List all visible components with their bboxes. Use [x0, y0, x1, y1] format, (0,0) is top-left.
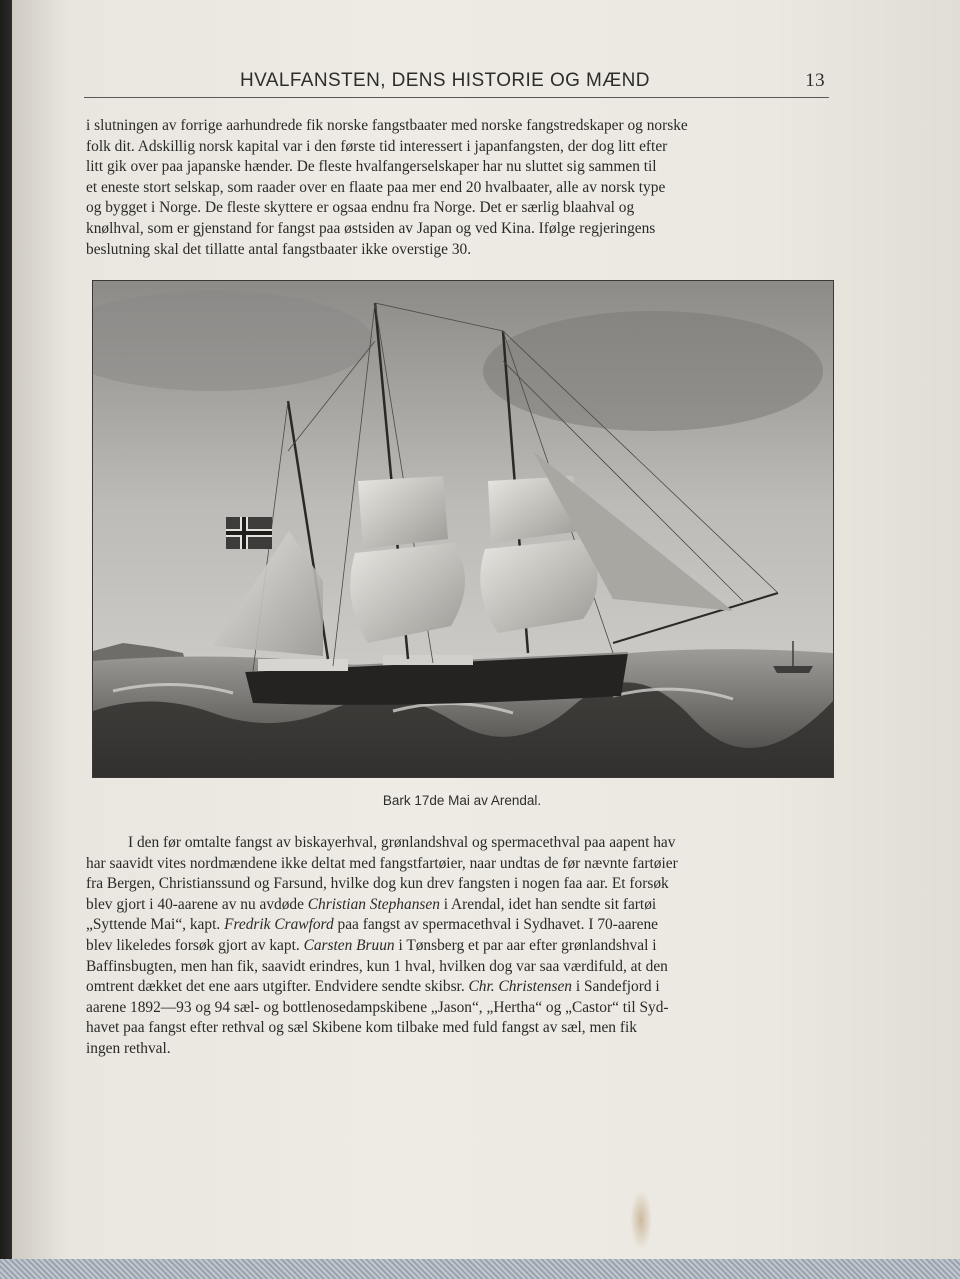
text-line	[86, 915, 848, 936]
text-line: folk dit. Adskillig norsk kapital var i den første tid interessert i japanfangsten, der dog litt efter	[86, 137, 668, 155]
text-line	[86, 895, 848, 916]
text-line: knølhval, som er gjenstand for fangst paa østsiden av Japan og ved Kina. Ifølge regjeringens	[86, 219, 656, 237]
ship-illustration	[92, 280, 834, 778]
table-cloth	[0, 1259, 960, 1279]
text-line: litt gik over paa japanske hænder. De fleste hvalfangerselskaper har nu sluttet sig sammen til	[86, 158, 657, 176]
person-name: Carsten Bruun	[303, 936, 395, 954]
text-line: et eneste stort selskap, som raader over en flaate paa mer end 20 hvalbaater, alle av norsk type	[86, 178, 666, 196]
text-line: fra Bergen, Christianssund og Farsund, hvilke dog kun drev fangsten i nogen faa aar. Et forsøk	[86, 875, 669, 893]
page-number: 13	[805, 70, 825, 91]
text-run: paa fangst av spermacethval i Sydhavet. I 70-aarene	[333, 916, 659, 934]
text-line: I den før omtalte fangst av biskayerhval, grønlandshval og spermacethval paa aapent hav	[128, 834, 676, 851]
text-run: i Sandefjord i	[572, 978, 660, 996]
running-head-title: HVALFANSTEN, DENS HISTORIE OG MÆND	[240, 70, 650, 91]
text-line: beslutning skal det tillatte antal fangstbaater ikke overstige 30.	[86, 240, 472, 258]
paper-stain	[630, 1190, 652, 1250]
text-line: har saavidt vites nordmændene ikke deltat med fangstfartøier, naar undtas de før nævnte fartøier	[86, 854, 678, 872]
text-run: i Arendal, idet han sendte sit fartøi	[439, 895, 657, 913]
text-line	[86, 977, 848, 998]
text-line: havet paa fangst efter rethval og sæl Skibene kom tilbake med fuld fangst av sæl, men fik	[86, 1019, 637, 1037]
text-run: blev likeledes forsøk gjort av kapt.	[86, 936, 304, 954]
person-name: Christian Stephansen	[307, 895, 440, 913]
person-name: Chr. Christensen	[468, 978, 573, 996]
text-line: Baffinsbugten, men han fik, saavidt erindres, kun 1 hval, hvilken dog var saa værdifuld, at den	[86, 957, 668, 975]
text-line: og bygget i Norge. De fleste skyttere er ogsaa endnu fra Norge. Det er særlig blaahval og	[86, 199, 635, 217]
person-name: Fredrik Crawford	[224, 916, 334, 934]
text-line: aarene 1892—93 og 94 sæl- og bottlenosedampskibene „Jason“, „Hertha“ og „Castor“ til Syd-	[86, 998, 669, 1016]
text-line	[86, 936, 848, 957]
paragraph-2	[86, 833, 848, 1060]
text-line: ingen rethval.	[86, 1039, 171, 1057]
text-run: „Syttende Mai“, kapt.	[86, 916, 225, 934]
figure-caption: Bark 17de Mai av Arendal.	[382, 793, 542, 808]
text-run: i Tønsberg et par aar efter grønlandshval i	[394, 936, 657, 954]
text-run: omtrent dækket det ene aars utgifter. Endvidere sendte skibsr.	[86, 978, 469, 996]
text-line: i slutningen av forrige aarhundrede fik norske fangstbaater med norske fangstredskaper og norske	[86, 117, 688, 134]
running-head	[240, 70, 825, 92]
header-rule	[84, 97, 829, 98]
text-run: blev gjort i 40-aarene av nu avdøde	[86, 895, 308, 913]
paragraph-1	[86, 116, 826, 260]
